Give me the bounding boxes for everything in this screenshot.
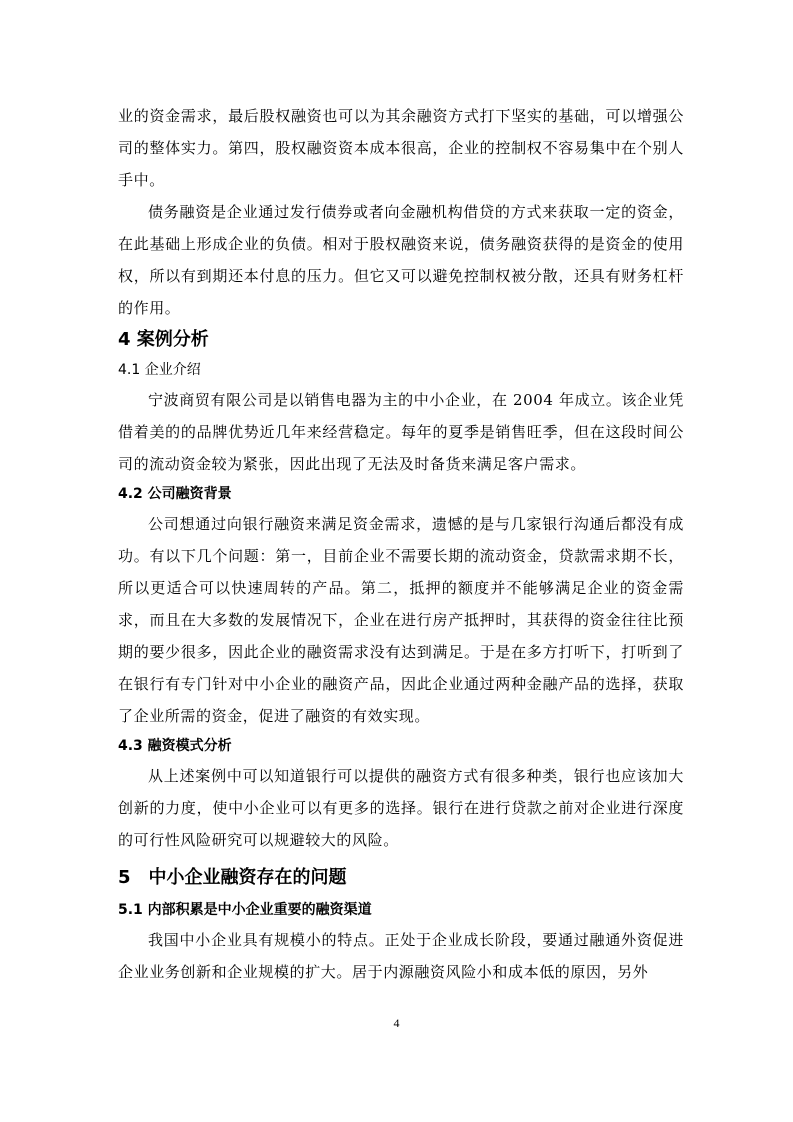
- heading-4-1: 4.1 企业介绍: [118, 362, 201, 378]
- heading-5-1: 5.1 内部积累是中小企业重要的融资渠道: [118, 902, 372, 918]
- heading-4-3: 4.3 融资模式分析: [118, 738, 232, 754]
- paragraph-financing-model: 从上述案例中可以知道银行可以提供的融资方式有很多种类，银行也应该加大创新的力度，使中小企业可以有更多的选择。银行在进行贷款之前对企业进行深度的可行性风险研究可以规避较大的风险。: [118, 767, 684, 849]
- paragraph-equity-financing-end: 业的资金需求，最后股权融资也可以为其余融资方式打下坚实的基础，可以增强公司的整体实力。第四，股权融资资本成本很高，企业的控制权不容易集中在个别人手中。: [118, 107, 684, 189]
- page-content: [118, 100, 684, 988]
- paragraph-debt-financing: 债务融资是企业通过发行债券或者向金融机构借贷的方式来获取一定的资金，在此基础上形成企业的负债。相对于股权融资来说，债务融资获得的是资金的使用权，所以有到期还本付息的压力。但它又可以避免控制权被分散，还具有财务杠杆的作用。: [118, 203, 684, 317]
- paragraph-company-intro: 宁波商贸有限公司是以销售电器为主的中小企业，在 2004 年成立。该企业凭借着美的的品牌优势近几年来经营稳定。每年的夏季是销售旺季，但在这段时间公司的流动资金较为紧张，因此出现了无法及时备货来满足客户需求。: [118, 391, 684, 473]
- heading-section-5: 5 中小企业融资存在的问题: [118, 867, 347, 888]
- paragraph-financing-background: 公司想通过向银行融资来满足资金需求，遗憾的是与几家银行沟通后都没有成功。有以下几个问题：第一，目前企业不需要长期的流动资金，贷款需求期不长，所以更适合可以快速周转的产品。第二，抵押的额度并不能够满足企业的资金需求，而且在大多数的发展情况下，企业在进行房产抵押时，其获得的资金往往比预期的要少很多，因此企业的融资需求没有达到满足。于是在多方打听下，打听到了在银行有专门针对中小企业的融资产品，因此企业通过两种金融产品的选择，获取了企业所需的资金，促进了融资的有效实现。: [118, 515, 684, 725]
- paragraph-internal-accumulation: 我国中小企业具有规模小的特点。正处于企业成长阶段，要通过融通外资促进企业业务创新和企业规模的扩大。居于内源融资风险小和成本低的原因，另外: [118, 931, 684, 981]
- heading-4-2: 4.2 公司融资背景: [118, 486, 232, 502]
- heading-section-4: 4 案例分析: [118, 329, 209, 350]
- page-number: 4: [393, 1016, 400, 1030]
